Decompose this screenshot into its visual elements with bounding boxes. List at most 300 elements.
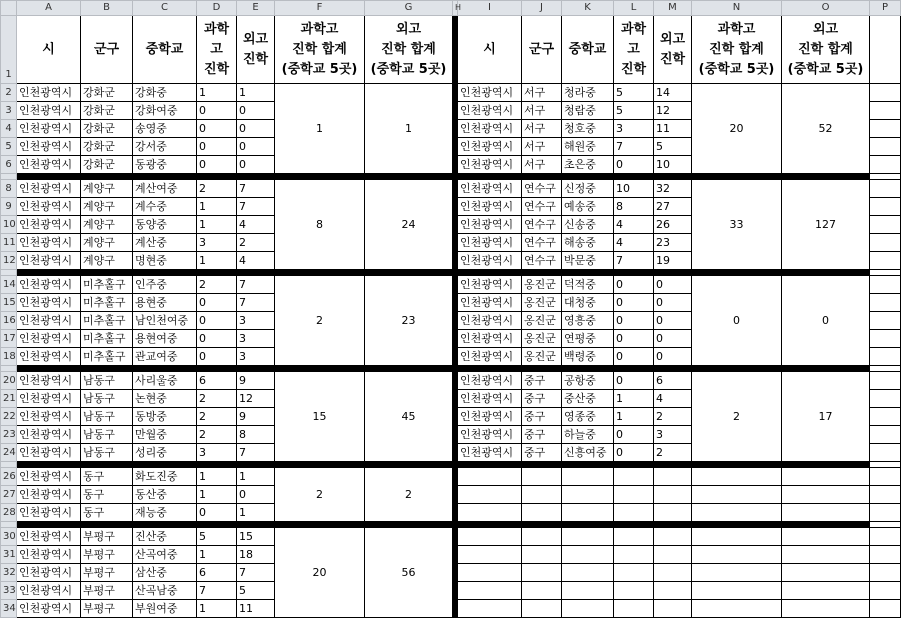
left-cell-gungu[interactable]: 남동구 <box>81 408 133 426</box>
row-header[interactable]: 30 <box>1 528 17 546</box>
right-empty-cell[interactable] <box>692 504 782 522</box>
left-cell-lang[interactable]: 8 <box>237 426 275 444</box>
right-cell-school[interactable]: 예송중 <box>562 198 614 216</box>
column-header-o[interactable]: O <box>782 1 870 16</box>
left-cell-sci-total[interactable]: 1 <box>275 84 365 174</box>
right-cell-si[interactable]: 인천광역시 <box>458 180 522 198</box>
left-cell-si[interactable]: 인천광역시 <box>17 372 81 390</box>
right-cell-lang[interactable]: 14 <box>654 84 692 102</box>
row-header[interactable]: 34 <box>1 600 17 618</box>
right-empty-cell[interactable] <box>654 504 692 522</box>
left-cell-lang[interactable]: 0 <box>237 486 275 504</box>
right-cell-gungu[interactable]: 중구 <box>522 444 562 462</box>
left-cell-sci[interactable]: 6 <box>197 564 237 582</box>
right-cell-lang-total[interactable]: 17 <box>782 372 870 462</box>
left-cell-gungu[interactable]: 미추홀구 <box>81 294 133 312</box>
left-cell-school[interactable]: 사리울중 <box>133 372 197 390</box>
right-empty-cell[interactable] <box>692 486 782 504</box>
right-cell-lang[interactable]: 2 <box>654 408 692 426</box>
right-cell-lang[interactable]: 0 <box>654 276 692 294</box>
right-cell-gungu[interactable]: 중구 <box>522 390 562 408</box>
right-cell-sci-total[interactable]: 20 <box>692 84 782 174</box>
right-empty-cell[interactable] <box>782 564 870 582</box>
row-header[interactable]: 27 <box>1 486 17 504</box>
right-empty-cell[interactable] <box>458 486 522 504</box>
left-cell-si[interactable]: 인천광역시 <box>17 468 81 486</box>
left-cell-school[interactable]: 산곡여중 <box>133 546 197 564</box>
right-cell-school[interactable]: 중산중 <box>562 390 614 408</box>
left-cell-gungu[interactable]: 계양구 <box>81 216 133 234</box>
right-empty-cell[interactable] <box>654 600 692 618</box>
right-empty-cell[interactable] <box>782 528 870 546</box>
right-cell-lang[interactable]: 26 <box>654 216 692 234</box>
row-header[interactable]: 17 <box>1 330 17 348</box>
row-header[interactable]: 26 <box>1 468 17 486</box>
right-cell-lang[interactable]: 10 <box>654 156 692 174</box>
right-empty-cell[interactable] <box>782 486 870 504</box>
left-cell-lang[interactable]: 7 <box>237 444 275 462</box>
right-empty-cell[interactable] <box>562 600 614 618</box>
right-header-sci[interactable] <box>614 16 654 84</box>
row-header[interactable]: 33 <box>1 582 17 600</box>
empty-cell[interactable] <box>870 426 901 444</box>
right-cell-lang[interactable]: 12 <box>654 102 692 120</box>
right-empty-cell[interactable] <box>562 546 614 564</box>
right-cell-si[interactable]: 인천광역시 <box>458 330 522 348</box>
right-empty-cell[interactable] <box>614 504 654 522</box>
left-cell-sci-total[interactable]: 20 <box>275 528 365 618</box>
left-header-si[interactable]: 시 <box>17 16 81 84</box>
right-cell-school[interactable]: 초은중 <box>562 156 614 174</box>
right-empty-cell[interactable] <box>654 528 692 546</box>
right-empty-cell[interactable] <box>458 600 522 618</box>
row-header[interactable]: 4 <box>1 120 17 138</box>
right-cell-sci[interactable]: 3 <box>614 120 654 138</box>
right-empty-cell[interactable] <box>692 600 782 618</box>
left-cell-sci-total[interactable]: 15 <box>275 372 365 462</box>
right-empty-cell[interactable] <box>562 582 614 600</box>
left-cell-si[interactable]: 인천광역시 <box>17 546 81 564</box>
left-cell-school[interactable]: 강화여중 <box>133 102 197 120</box>
right-cell-sci[interactable]: 0 <box>614 444 654 462</box>
left-cell-sci[interactable]: 7 <box>197 582 237 600</box>
right-empty-cell[interactable] <box>522 564 562 582</box>
left-cell-school[interactable]: 동광중 <box>133 156 197 174</box>
left-cell-lang[interactable]: 7 <box>237 180 275 198</box>
left-cell-sci[interactable]: 6 <box>197 372 237 390</box>
right-cell-lang[interactable]: 6 <box>654 372 692 390</box>
left-cell-si[interactable]: 인천광역시 <box>17 426 81 444</box>
left-cell-sci[interactable]: 0 <box>197 330 237 348</box>
right-empty-cell[interactable] <box>614 564 654 582</box>
empty-cell[interactable] <box>870 16 901 84</box>
column-header-c[interactable]: C <box>133 1 197 16</box>
left-cell-lang[interactable]: 4 <box>237 216 275 234</box>
right-cell-sci[interactable]: 5 <box>614 84 654 102</box>
empty-cell[interactable] <box>870 234 901 252</box>
empty-cell[interactable] <box>870 390 901 408</box>
left-cell-si[interactable]: 인천광역시 <box>17 408 81 426</box>
right-cell-si[interactable]: 인천광역시 <box>458 294 522 312</box>
right-cell-gungu[interactable]: 연수구 <box>522 180 562 198</box>
left-cell-lang[interactable]: 3 <box>237 330 275 348</box>
right-empty-cell[interactable] <box>692 546 782 564</box>
right-cell-sci[interactable]: 0 <box>614 348 654 366</box>
left-cell-lang[interactable]: 0 <box>237 156 275 174</box>
row-header[interactable]: 8 <box>1 180 17 198</box>
right-empty-cell[interactable] <box>692 582 782 600</box>
right-cell-si[interactable]: 인천광역시 <box>458 156 522 174</box>
right-empty-cell[interactable] <box>562 504 614 522</box>
left-cell-lang-total[interactable]: 45 <box>365 372 453 462</box>
left-cell-si[interactable]: 인천광역시 <box>17 156 81 174</box>
row-header[interactable]: 10 <box>1 216 17 234</box>
right-empty-cell[interactable] <box>522 486 562 504</box>
left-cell-gungu[interactable]: 강화군 <box>81 138 133 156</box>
left-cell-lang-total[interactable]: 2 <box>365 468 453 522</box>
right-cell-school[interactable]: 영종중 <box>562 408 614 426</box>
left-cell-si[interactable]: 인천광역시 <box>17 180 81 198</box>
left-cell-school[interactable]: 계산중 <box>133 234 197 252</box>
right-cell-si[interactable]: 인천광역시 <box>458 276 522 294</box>
right-cell-sci[interactable]: 1 <box>614 390 654 408</box>
empty-cell[interactable] <box>870 582 901 600</box>
right-cell-school[interactable]: 하늘중 <box>562 426 614 444</box>
right-empty-cell[interactable] <box>654 486 692 504</box>
left-cell-lang-total[interactable]: 56 <box>365 528 453 618</box>
right-empty-cell[interactable] <box>782 504 870 522</box>
right-empty-cell[interactable] <box>692 468 782 486</box>
right-empty-cell[interactable] <box>458 468 522 486</box>
column-header-b[interactable]: B <box>81 1 133 16</box>
right-cell-school[interactable]: 덕적중 <box>562 276 614 294</box>
left-header-lang-total[interactable] <box>365 16 453 84</box>
left-cell-school[interactable]: 인주중 <box>133 276 197 294</box>
empty-cell[interactable] <box>870 528 901 546</box>
right-cell-school[interactable]: 청람중 <box>562 102 614 120</box>
left-cell-sci[interactable]: 0 <box>197 348 237 366</box>
right-cell-lang[interactable]: 23 <box>654 234 692 252</box>
right-empty-cell[interactable] <box>782 600 870 618</box>
empty-cell[interactable] <box>870 546 901 564</box>
column-header-n[interactable]: N <box>692 1 782 16</box>
left-cell-school[interactable]: 진산중 <box>133 528 197 546</box>
right-cell-si[interactable]: 인천광역시 <box>458 120 522 138</box>
right-cell-gungu[interactable]: 서구 <box>522 138 562 156</box>
right-empty-cell[interactable] <box>562 468 614 486</box>
right-cell-school[interactable]: 영흥중 <box>562 312 614 330</box>
left-cell-lang[interactable]: 7 <box>237 276 275 294</box>
row-header[interactable]: 5 <box>1 138 17 156</box>
empty-cell[interactable] <box>870 156 901 174</box>
right-cell-gungu[interactable]: 옹진군 <box>522 312 562 330</box>
left-cell-sci[interactable]: 0 <box>197 156 237 174</box>
empty-cell[interactable] <box>870 504 901 522</box>
left-cell-sci[interactable]: 5 <box>197 528 237 546</box>
row-header[interactable]: 2 <box>1 84 17 102</box>
right-cell-gungu[interactable]: 서구 <box>522 120 562 138</box>
right-cell-si[interactable]: 인천광역시 <box>458 102 522 120</box>
left-cell-school[interactable]: 삼산중 <box>133 564 197 582</box>
row-header[interactable]: 23 <box>1 426 17 444</box>
right-cell-gungu[interactable]: 연수구 <box>522 216 562 234</box>
left-cell-si[interactable]: 인천광역시 <box>17 564 81 582</box>
left-cell-lang[interactable]: 0 <box>237 120 275 138</box>
left-cell-si[interactable]: 인천광역시 <box>17 252 81 270</box>
left-cell-lang[interactable]: 1 <box>237 84 275 102</box>
left-cell-sci[interactable]: 1 <box>197 252 237 270</box>
right-cell-gungu[interactable]: 옹진군 <box>522 348 562 366</box>
left-cell-gungu[interactable]: 부평구 <box>81 564 133 582</box>
right-cell-si[interactable]: 인천광역시 <box>458 138 522 156</box>
right-cell-si[interactable]: 인천광역시 <box>458 216 522 234</box>
left-cell-si[interactable]: 인천광역시 <box>17 486 81 504</box>
right-cell-lang[interactable]: 19 <box>654 252 692 270</box>
left-cell-si[interactable]: 인천광역시 <box>17 330 81 348</box>
row-header[interactable]: 9 <box>1 198 17 216</box>
right-cell-lang[interactable]: 0 <box>654 294 692 312</box>
empty-cell[interactable] <box>870 102 901 120</box>
right-cell-school[interactable]: 신정중 <box>562 180 614 198</box>
right-cell-school[interactable]: 해원중 <box>562 138 614 156</box>
left-cell-sci[interactable]: 2 <box>197 276 237 294</box>
row-header[interactable]: 3 <box>1 102 17 120</box>
row-header[interactable]: 18 <box>1 348 17 366</box>
left-cell-sci[interactable]: 0 <box>197 138 237 156</box>
right-empty-cell[interactable] <box>522 546 562 564</box>
right-cell-lang[interactable]: 3 <box>654 426 692 444</box>
right-empty-cell[interactable] <box>614 468 654 486</box>
column-header-h[interactable]: H <box>453 1 458 16</box>
right-cell-sci[interactable]: 1 <box>614 408 654 426</box>
right-cell-sci[interactable]: 0 <box>614 426 654 444</box>
right-cell-sci[interactable]: 5 <box>614 102 654 120</box>
right-cell-sci[interactable]: 0 <box>614 294 654 312</box>
right-cell-si[interactable]: 인천광역시 <box>458 348 522 366</box>
right-cell-sci[interactable]: 7 <box>614 138 654 156</box>
left-cell-sci[interactable]: 0 <box>197 504 237 522</box>
row-header[interactable]: 20 <box>1 372 17 390</box>
right-cell-gungu[interactable]: 서구 <box>522 156 562 174</box>
right-cell-lang[interactable]: 0 <box>654 330 692 348</box>
left-cell-sci[interactable]: 0 <box>197 294 237 312</box>
left-cell-sci[interactable]: 1 <box>197 546 237 564</box>
left-cell-gungu[interactable]: 계양구 <box>81 252 133 270</box>
right-header-school[interactable]: 중학교 <box>562 16 614 84</box>
right-empty-cell[interactable] <box>458 564 522 582</box>
left-cell-gungu[interactable]: 계양구 <box>81 198 133 216</box>
left-header-school[interactable]: 중학교 <box>133 16 197 84</box>
left-cell-sci[interactable]: 1 <box>197 198 237 216</box>
right-cell-school[interactable]: 청라중 <box>562 84 614 102</box>
right-header-lang-total[interactable] <box>782 16 870 84</box>
right-cell-school[interactable]: 박문중 <box>562 252 614 270</box>
right-empty-cell[interactable] <box>562 486 614 504</box>
column-header-k[interactable]: K <box>562 1 614 16</box>
right-empty-cell[interactable] <box>562 528 614 546</box>
left-cell-sci-total[interactable]: 8 <box>275 180 365 270</box>
row-header[interactable]: 31 <box>1 546 17 564</box>
right-cell-sci[interactable]: 0 <box>614 330 654 348</box>
right-empty-cell[interactable] <box>614 486 654 504</box>
left-cell-sci-total[interactable]: 2 <box>275 468 365 522</box>
row-header[interactable]: 16 <box>1 312 17 330</box>
empty-cell[interactable] <box>870 216 901 234</box>
left-cell-si[interactable]: 인천광역시 <box>17 198 81 216</box>
left-cell-sci[interactable]: 0 <box>197 102 237 120</box>
right-cell-gungu[interactable]: 옹진군 <box>522 330 562 348</box>
right-cell-si[interactable]: 인천광역시 <box>458 234 522 252</box>
left-cell-si[interactable]: 인천광역시 <box>17 582 81 600</box>
left-cell-sci[interactable]: 2 <box>197 180 237 198</box>
right-empty-cell[interactable] <box>458 546 522 564</box>
left-cell-gungu[interactable]: 계양구 <box>81 180 133 198</box>
right-empty-cell[interactable] <box>522 528 562 546</box>
right-cell-sci[interactable]: 8 <box>614 198 654 216</box>
left-cell-lang[interactable]: 1 <box>237 468 275 486</box>
left-cell-lang[interactable]: 1 <box>237 504 275 522</box>
right-cell-sci[interactable]: 4 <box>614 216 654 234</box>
left-cell-school[interactable]: 계산여중 <box>133 180 197 198</box>
row-header[interactable]: 11 <box>1 234 17 252</box>
empty-cell[interactable] <box>870 294 901 312</box>
right-cell-lang[interactable]: 4 <box>654 390 692 408</box>
right-cell-lang[interactable]: 32 <box>654 180 692 198</box>
left-cell-sci[interactable]: 2 <box>197 426 237 444</box>
right-cell-gungu[interactable]: 연수구 <box>522 198 562 216</box>
left-cell-sci[interactable]: 1 <box>197 216 237 234</box>
left-cell-gungu[interactable]: 동구 <box>81 468 133 486</box>
left-cell-school[interactable]: 산곡남중 <box>133 582 197 600</box>
left-cell-gungu[interactable]: 남동구 <box>81 426 133 444</box>
left-cell-lang[interactable]: 9 <box>237 372 275 390</box>
right-empty-cell[interactable] <box>522 468 562 486</box>
left-cell-gungu[interactable]: 동구 <box>81 486 133 504</box>
right-empty-cell[interactable] <box>614 546 654 564</box>
left-cell-school[interactable]: 재능중 <box>133 504 197 522</box>
left-cell-gungu[interactable]: 미추홀구 <box>81 276 133 294</box>
left-header-lang[interactable] <box>237 16 275 84</box>
left-cell-gungu[interactable]: 동구 <box>81 504 133 522</box>
left-cell-lang[interactable]: 15 <box>237 528 275 546</box>
empty-cell[interactable] <box>870 330 901 348</box>
left-cell-lang[interactable]: 12 <box>237 390 275 408</box>
left-cell-gungu[interactable]: 부평구 <box>81 528 133 546</box>
column-header-g[interactable]: G <box>365 1 453 16</box>
left-cell-sci[interactable]: 3 <box>197 234 237 252</box>
row-header[interactable]: 15 <box>1 294 17 312</box>
left-cell-sci[interactable]: 2 <box>197 408 237 426</box>
empty-cell[interactable] <box>870 372 901 390</box>
left-cell-lang-total[interactable]: 23 <box>365 276 453 366</box>
right-cell-school[interactable]: 신송중 <box>562 216 614 234</box>
right-cell-lang[interactable]: 2 <box>654 444 692 462</box>
right-cell-si[interactable]: 인천광역시 <box>458 312 522 330</box>
empty-cell[interactable] <box>870 84 901 102</box>
right-cell-si[interactable]: 인천광역시 <box>458 390 522 408</box>
left-cell-lang[interactable]: 18 <box>237 546 275 564</box>
right-empty-cell[interactable] <box>692 564 782 582</box>
left-cell-si[interactable]: 인천광역시 <box>17 216 81 234</box>
left-cell-sci[interactable]: 1 <box>197 84 237 102</box>
left-cell-lang[interactable]: 3 <box>237 312 275 330</box>
right-empty-cell[interactable] <box>522 600 562 618</box>
left-cell-si[interactable]: 인천광역시 <box>17 444 81 462</box>
right-cell-sci[interactable]: 10 <box>614 180 654 198</box>
left-cell-gungu[interactable]: 강화군 <box>81 120 133 138</box>
right-cell-lang[interactable]: 5 <box>654 138 692 156</box>
right-cell-gungu[interactable]: 연수구 <box>522 252 562 270</box>
right-cell-sci[interactable]: 0 <box>614 276 654 294</box>
right-cell-lang-total[interactable]: 52 <box>782 84 870 174</box>
right-cell-gungu[interactable]: 중구 <box>522 372 562 390</box>
row-header[interactable]: 14 <box>1 276 17 294</box>
row-header[interactable]: 12 <box>1 252 17 270</box>
row-header[interactable]: 24 <box>1 444 17 462</box>
empty-cell[interactable] <box>870 600 901 618</box>
right-empty-cell[interactable] <box>614 528 654 546</box>
left-cell-school[interactable]: 논현중 <box>133 390 197 408</box>
right-cell-lang[interactable]: 11 <box>654 120 692 138</box>
column-header-e[interactable]: E <box>237 1 275 16</box>
left-cell-sci[interactable]: 3 <box>197 444 237 462</box>
left-header-sci[interactable] <box>197 16 237 84</box>
empty-cell[interactable] <box>870 444 901 462</box>
left-cell-gungu[interactable]: 남동구 <box>81 390 133 408</box>
right-cell-lang-total[interactable]: 127 <box>782 180 870 270</box>
column-header-d[interactable]: D <box>197 1 237 16</box>
right-cell-sci[interactable]: 0 <box>614 372 654 390</box>
left-cell-school[interactable]: 용현여중 <box>133 330 197 348</box>
left-cell-school[interactable]: 남인천여중 <box>133 312 197 330</box>
left-cell-school[interactable]: 강서중 <box>133 138 197 156</box>
left-cell-gungu[interactable]: 부평구 <box>81 582 133 600</box>
column-header-i[interactable]: I <box>458 1 522 16</box>
right-cell-gungu[interactable]: 서구 <box>522 84 562 102</box>
row-header[interactable]: 22 <box>1 408 17 426</box>
empty-cell[interactable] <box>870 348 901 366</box>
right-empty-cell[interactable] <box>782 546 870 564</box>
right-cell-school[interactable]: 해송중 <box>562 234 614 252</box>
left-cell-sci[interactable]: 1 <box>197 468 237 486</box>
column-header-j[interactable]: J <box>522 1 562 16</box>
left-cell-sci[interactable]: 0 <box>197 312 237 330</box>
left-cell-lang[interactable]: 9 <box>237 408 275 426</box>
right-cell-gungu[interactable]: 중구 <box>522 408 562 426</box>
right-empty-cell[interactable] <box>458 528 522 546</box>
right-cell-sci[interactable]: 0 <box>614 312 654 330</box>
right-header-si[interactable]: 시 <box>458 16 522 84</box>
left-cell-gungu[interactable]: 미추홀구 <box>81 348 133 366</box>
column-header-m[interactable]: M <box>654 1 692 16</box>
left-cell-si[interactable]: 인천광역시 <box>17 600 81 618</box>
left-cell-school[interactable]: 계수중 <box>133 198 197 216</box>
right-cell-si[interactable]: 인천광역시 <box>458 198 522 216</box>
right-cell-school[interactable]: 대청중 <box>562 294 614 312</box>
left-cell-school[interactable]: 동양중 <box>133 216 197 234</box>
empty-cell[interactable] <box>870 468 901 486</box>
right-cell-si[interactable]: 인천광역시 <box>458 426 522 444</box>
right-cell-school[interactable]: 백령중 <box>562 348 614 366</box>
row-header[interactable]: 6 <box>1 156 17 174</box>
left-cell-gungu[interactable]: 부평구 <box>81 546 133 564</box>
right-cell-sci-total[interactable]: 33 <box>692 180 782 270</box>
left-cell-school[interactable]: 명현중 <box>133 252 197 270</box>
left-cell-school[interactable]: 용현중 <box>133 294 197 312</box>
left-cell-gungu[interactable]: 남동구 <box>81 444 133 462</box>
empty-cell[interactable] <box>870 276 901 294</box>
left-cell-si[interactable]: 인천광역시 <box>17 84 81 102</box>
